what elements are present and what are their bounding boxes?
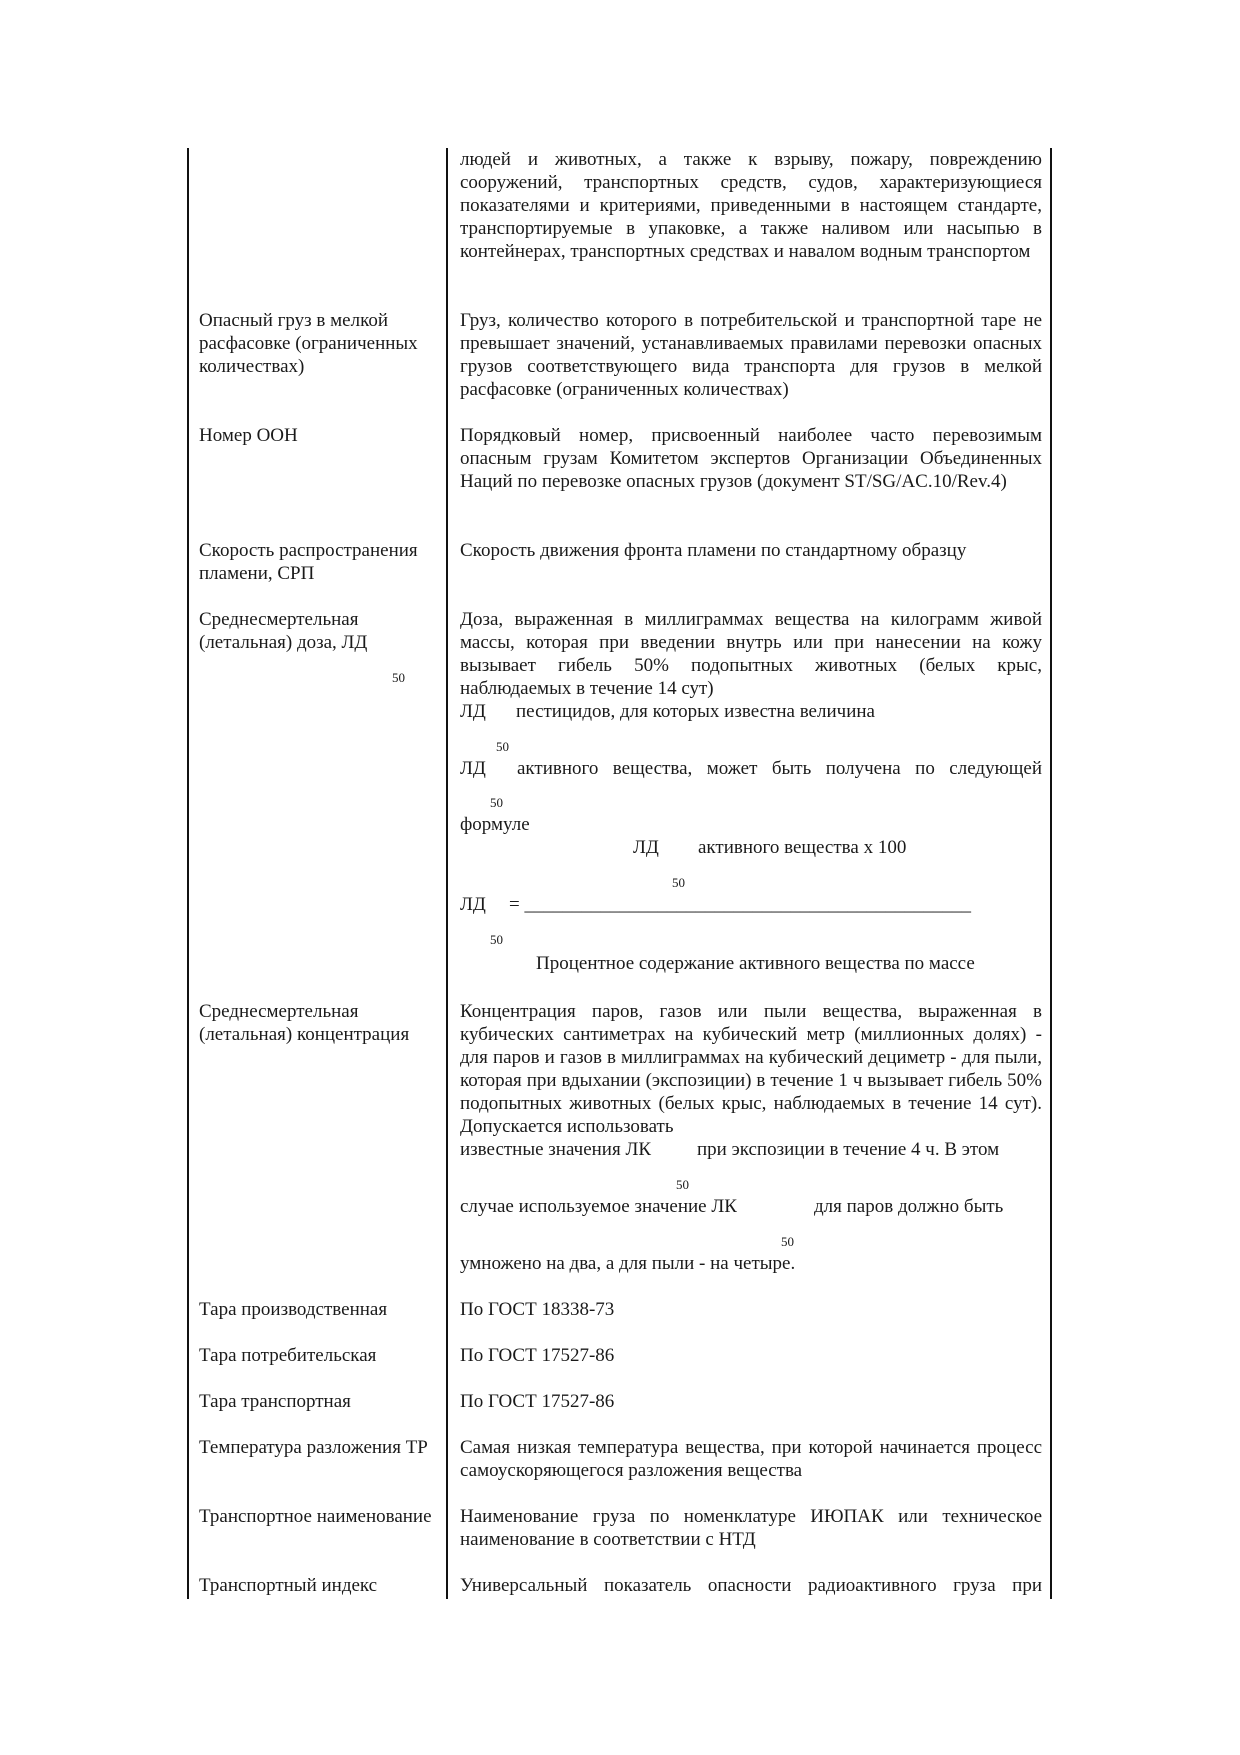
ld50-p1-text: пестицидов, для которых известна величина xyxy=(516,701,875,722)
lc50-l1-text-b: при экспозиции в течение 4 ч. В этом xyxy=(697,1139,1000,1160)
ld50-p2-formula-word: формуле xyxy=(460,814,530,835)
lc50-l2-subscript: 50 xyxy=(781,1234,794,1249)
formula-numerator-subscript: 50 xyxy=(672,875,685,890)
term-transport-index: Транспортный индекс xyxy=(199,1575,378,1596)
lc50-l2-text-b: для паров должно быть xyxy=(814,1196,1004,1217)
term-ld50: Среднесмертельная (летальная) доза, ЛД xyxy=(199,609,368,653)
term-transport-name: Транспортное наименование xyxy=(199,1506,432,1527)
definition-tare-transport: По ГОСТ 17527-86 xyxy=(460,1391,615,1412)
ld50-p2-subscript: 50 xyxy=(490,795,503,810)
definition-un-number: Порядковый номер, присвоенный наиболее часто перевозимым опасным грузам Комитетом экспертов Организации Объединенных Наций по перевозке опасных грузов (документ ST/SG/AC.10/Rev.4) xyxy=(460,425,1042,492)
term-un-number: Номер ООН xyxy=(199,425,298,446)
term-flame-spread: Скорость распространения пламени, СРП xyxy=(199,540,418,584)
definition-tare-production: По ГОСТ 18338-73 xyxy=(460,1299,615,1320)
formula-lhs-subscript: 50 xyxy=(490,932,503,947)
definition-transport-name: Наименование груза по номенклатуре ИЮПАК или техническое наименование в соответствии с НТД xyxy=(460,1506,1042,1550)
term-tare-transport: Тара транспортная xyxy=(199,1391,351,1412)
lc50-l2-text-a: случае используемое значение ЛК xyxy=(460,1196,737,1217)
definition-transport-index: Универсальный показатель опасности радиоактивного груза при xyxy=(460,1575,1042,1596)
formula-denominator: Процентное содержание активного вещества по массе xyxy=(536,953,975,974)
ld50-p1-subscript: 50 xyxy=(496,739,509,754)
definition-limited-quantities: Груз, количество которого в потребительской и транспортной таре не превышает значений, устанавливаемых правилами перевозки опасных грузов соответствующего вида транспорта для грузов в мелкой расфасовке (ограниченных количествах) xyxy=(460,310,1042,400)
formula-numerator-symbol: ЛД xyxy=(633,837,659,858)
formula-lhs-symbol: ЛД xyxy=(460,894,486,915)
term-tare-consumer: Тара потребительская xyxy=(199,1345,377,1366)
formula-numerator-text: активного вещества х 100 xyxy=(698,837,907,858)
table-border-middle xyxy=(446,148,448,1599)
definition-continued: людей и животных, а также к взрыву, пожару, повреждению сооружений, транспортных средств, судов, характеризующиеся показателями и критериями, приведенными в настоящем стандарте, транспортируемые в упаковке, а также наливом или насыпью в контейнерах, транспортных средствах и навалом водным транспортом xyxy=(460,149,1042,262)
term-decomposition-temperature: Температура разложения ТР xyxy=(199,1437,428,1458)
definition-lc50: Концентрация паров, газов или пыли вещества, выраженная в кубических сантиметрах на кубический метр (миллионных долях) - для паров и газов в миллиграммах на кубический дециметр - для пыли, которая при вдыхании (экспозиции) в течение 1 ч вызывает гибель 50% подопытных животных (белых крыс, наблюдаемых в течение 14 сут). Допускается использовать xyxy=(460,1001,1042,1137)
lc50-l3-text: умножено на два, а для пыли - на четыре. xyxy=(460,1253,796,1274)
table-border-left xyxy=(187,148,189,1599)
term-limited-quantities: Опасный груз в мелкой расфасовке (ограниченных количествах) xyxy=(199,310,418,377)
lc50-l1-subscript: 50 xyxy=(676,1177,689,1192)
ld50-p1-symbol: ЛД xyxy=(460,701,486,722)
term-ld50-subscript: 50 xyxy=(392,670,405,685)
term-lc50: Среднесмертельная (летальная) концентрация xyxy=(199,1001,410,1045)
ld50-p2-symbol: ЛД xyxy=(460,758,486,779)
lc50-l1-text-a: известные значения ЛК xyxy=(460,1139,652,1160)
definition-flame-spread: Скорость движения фронта пламени по стандартному образцу xyxy=(460,540,967,561)
term-tare-production: Тара производственная xyxy=(199,1299,388,1320)
ld50-p2-text: активного вещества, может быть получена по следующей xyxy=(517,758,1042,779)
formula-equals-line: = _______________________________________________ xyxy=(509,894,971,915)
definition-decomposition-temperature: Самая низкая температура вещества, при которой начинается процесс самоускоряющегося разложения вещества xyxy=(460,1437,1042,1481)
definition-tare-consumer: По ГОСТ 17527-86 xyxy=(460,1345,615,1366)
table-border-right xyxy=(1050,148,1052,1599)
definition-ld50: Доза, выраженная в миллиграммах вещества на килограмм живой массы, которая при введении внутрь или при нанесении на кожу вызывает гибель 50% подопытных животных (белых крыс, наблюдаемых в течение 14 сут) xyxy=(460,609,1042,699)
